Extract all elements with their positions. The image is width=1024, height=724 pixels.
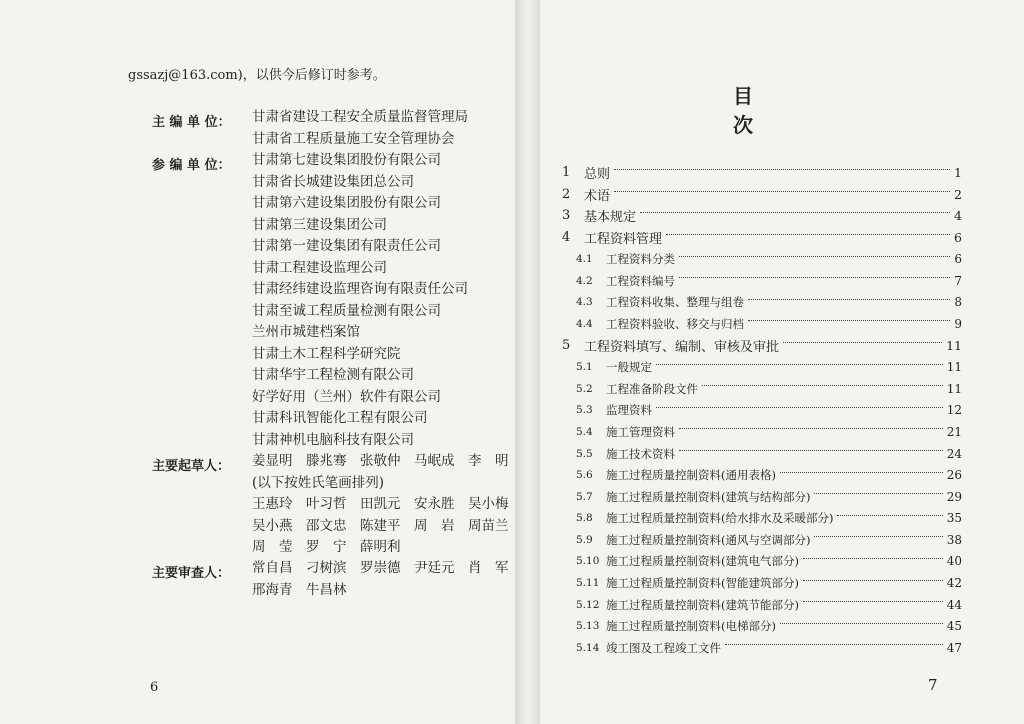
participant-item: 甘肃第六建设集团股份有限公司	[252, 195, 441, 211]
toc-entry-page: 40	[946, 554, 962, 569]
toc-entry-label: 总则	[584, 167, 611, 183]
toc-entry-label: 监理资料	[606, 403, 652, 418]
toc-entry	[562, 508, 962, 530]
toc-entry-page: 42	[946, 576, 962, 591]
toc-entry-label: 工程资料编号	[606, 273, 675, 288]
toc-entry-page: 11	[946, 338, 962, 354]
toc-entry-number: 4.1	[576, 253, 593, 266]
toc-entry-page: 11	[946, 381, 962, 396]
toc-leader-dots	[614, 191, 950, 192]
reviewers-role: 主要审查人：	[152, 566, 231, 581]
toc-entry	[562, 378, 962, 400]
toc-leader-dots	[783, 342, 942, 343]
page-number-left: 6	[150, 680, 159, 695]
toc-entry	[562, 615, 962, 637]
toc-entry	[562, 162, 962, 184]
toc-leader-dots	[679, 428, 943, 429]
participant-item: 甘肃省长城建设集团总公司	[252, 173, 414, 190]
toc-leader-dots	[780, 472, 943, 473]
toc-entry	[562, 594, 962, 616]
participant-item: 甘肃第七建设集团股份有限公司	[252, 152, 441, 168]
reviewers-line: 常自昌 刁树滨 罗崇德 尹廷元 肖 军	[252, 560, 509, 576]
toc-entry-label: 施工过程质量控制资料(给水排水及采暖部分)	[606, 511, 834, 526]
toc-list	[562, 162, 962, 659]
toc-leader-dots	[748, 299, 950, 300]
toc-leader-dots	[614, 169, 950, 170]
toc-leader-dots	[803, 558, 943, 559]
toc-entry-page: 8	[954, 295, 962, 310]
toc-entry-page: 12	[946, 403, 962, 418]
toc-entry-page: 11	[946, 360, 962, 375]
participant-item: 甘肃神机电脑科技有限公司	[252, 431, 414, 448]
chief-editor-role: 主 编 单 位：	[152, 115, 231, 130]
toc-entry-label: 施工过程质量控制资料(通用表格)	[606, 468, 776, 483]
toc-entry-page: 26	[946, 468, 962, 483]
toc-entry-page: 2	[954, 186, 962, 202]
toc-leader-dots	[679, 277, 950, 278]
reviewers-line: 邢海青 牛昌林	[252, 581, 347, 598]
toc-entry	[562, 205, 962, 227]
chief-editor-list	[252, 107, 468, 150]
participant-item: 兰州市城建档案馆	[252, 324, 360, 340]
toc-entry-number: 1	[562, 165, 571, 181]
drafters-list	[252, 451, 509, 559]
toc-entry-number: 5.10	[576, 555, 600, 568]
toc-entry-number: 5.3	[576, 404, 593, 417]
reviewers-list	[252, 558, 509, 601]
toc-entry-number: 5.2	[576, 382, 593, 395]
toc-leader-dots	[666, 234, 950, 235]
toc-entry-label: 施工过程质量控制资料(电梯部分)	[606, 619, 776, 634]
page-number-right: 7	[928, 676, 938, 694]
toc-entry	[562, 248, 962, 270]
toc-entry	[562, 421, 962, 443]
toc-leader-dots	[803, 580, 943, 581]
toc-entry	[562, 486, 962, 508]
toc-entry-page: 45	[946, 619, 962, 634]
toc-leader-dots	[702, 385, 943, 386]
toc-leader-dots	[640, 212, 950, 213]
toc-entry-label: 工程资料分类	[606, 252, 675, 267]
toc-entry-page: 1	[954, 165, 962, 181]
drafters-line: 吴小燕 邵文忠 陈建平 周 岩 周苗兰	[252, 517, 509, 534]
toc-entry-number: 5.11	[576, 577, 600, 590]
toc-entry-label: 工程准备阶段文件	[606, 381, 698, 396]
drafters-role: 主要起草人：	[152, 459, 231, 474]
toc-entry-number: 4.3	[576, 296, 593, 309]
toc-entry-number: 5.7	[576, 490, 593, 503]
toc-entry-label: 工程资料验收、移交与归档	[606, 316, 744, 331]
toc-entry-page: 21	[946, 424, 962, 439]
book-gutter	[515, 0, 540, 724]
toc-entry-label: 基本规定	[584, 210, 637, 226]
toc-leader-dots	[803, 601, 943, 602]
toc-leader-dots	[679, 256, 950, 257]
toc-entry	[562, 184, 962, 206]
toc-entry-number: 4	[562, 230, 571, 246]
toc-entry-page: 6	[954, 230, 962, 246]
toc-entry-number: 5.8	[576, 512, 593, 525]
toc-entry-label: 施工技术资料	[606, 446, 675, 461]
toc-entry-page: 29	[946, 489, 962, 504]
participant-role: 参 编 单 位：	[152, 158, 231, 173]
toc-entry-page: 44	[946, 597, 962, 612]
toc-entry-number: 5.5	[576, 447, 593, 460]
toc-entry-page: 9	[954, 316, 962, 331]
participant-item: 甘肃华宇工程检测有限公司	[252, 367, 414, 383]
toc-leader-dots	[725, 644, 943, 645]
participant-item: 甘肃第一建设集团有限责任公司	[252, 238, 441, 254]
toc-title: 目 次	[733, 84, 767, 137]
toc-entry-number: 5.1	[576, 361, 593, 374]
toc-entry-page: 24	[946, 446, 962, 461]
toc-entry-number: 5	[562, 338, 571, 354]
toc-entry-number: 5.14	[576, 641, 600, 654]
drafters-line: (以下按姓氏笔画排列)	[252, 474, 385, 491]
participant-item: 甘肃土木工程科学研究院	[252, 345, 401, 362]
toc-entry-label: 施工过程质量控制资料(通风与空调部分)	[606, 532, 811, 547]
toc-entry-number: 3	[562, 208, 571, 224]
toc-entry-label: 施工过程质量控制资料(建筑电气部分)	[606, 554, 799, 569]
toc-entry	[562, 637, 962, 659]
chief-editor-item: 甘肃省工程质量施工安全管理协会	[252, 130, 455, 147]
participant-item: 甘肃工程建设监理公司	[252, 259, 387, 276]
toc-entry	[562, 270, 962, 292]
toc-entry-page: 38	[946, 532, 962, 547]
toc-entry-label: 工程资料收集、整理与组卷	[606, 295, 744, 310]
toc-leader-dots	[814, 493, 942, 494]
toc-entry	[562, 551, 962, 573]
toc-entry-page: 6	[954, 252, 962, 267]
participant-list	[252, 150, 468, 451]
toc-entry-label: 一般规定	[606, 360, 652, 375]
toc-leader-dots	[656, 407, 943, 408]
toc-leader-dots	[679, 450, 943, 451]
toc-leader-dots	[837, 515, 942, 516]
toc-entry-number: 5.9	[576, 533, 593, 546]
toc-entry-page: 4	[954, 208, 962, 224]
toc-leader-dots	[814, 536, 942, 537]
toc-entry	[562, 356, 962, 378]
toc-entry-label: 施工过程质量控制资料(建筑节能部分)	[606, 597, 799, 612]
participant-item: 甘肃至诚工程质量检测有限公司	[252, 302, 441, 319]
toc-entry	[562, 292, 962, 314]
participant-item: 甘肃经纬建设监理咨询有限责任公司	[252, 281, 468, 297]
toc-leader-dots	[780, 623, 943, 624]
toc-entry	[562, 529, 962, 551]
toc-entry-label: 施工过程质量控制资料(建筑与结构部分)	[606, 489, 811, 504]
toc-entry	[562, 572, 962, 594]
toc-entry-label: 施工过程质量控制资料(智能建筑部分)	[606, 576, 799, 591]
toc-entry-page: 35	[946, 511, 962, 526]
toc-entry	[562, 443, 962, 465]
toc-entry-number: 5.13	[576, 620, 600, 633]
toc-entry	[562, 335, 962, 357]
toc-leader-dots	[656, 364, 943, 365]
toc-entry	[562, 227, 962, 249]
toc-entry-label: 竣工图及工程竣工文件	[606, 640, 721, 655]
participant-item: 甘肃科讯智能化工程有限公司	[252, 410, 428, 426]
toc-entry	[562, 400, 962, 422]
toc-entry-number: 2	[562, 186, 571, 202]
drafters-line: 周 莹 罗 宁 薛明利	[252, 539, 401, 555]
toc-entry-number: 5.4	[576, 425, 593, 438]
toc-entry-page: 47	[946, 640, 962, 655]
toc-entry	[562, 313, 962, 335]
toc-entry-label: 工程资料管理	[584, 232, 663, 248]
toc-entry-number: 5.6	[576, 469, 593, 482]
drafters-line: 王惠玲 叶习哲 田凯元 安永胜 吴小梅	[252, 496, 509, 512]
toc-entry-label: 术语	[584, 188, 611, 204]
toc-entry-number: 4.2	[576, 274, 593, 287]
toc-entry-number: 5.12	[576, 598, 600, 611]
toc-entry-page: 7	[954, 273, 962, 288]
toc-entry	[562, 464, 962, 486]
participant-item: 甘肃第三建设集团公司	[252, 216, 387, 233]
toc-entry-number: 4.4	[576, 317, 593, 330]
toc-entry-label: 工程资料填写、编制、审核及审批	[584, 340, 780, 356]
drafters-line: 姜显明 滕兆骞 张敬仲 马岷成 李 明	[252, 453, 509, 469]
email-line: gssazj@163.com)，以供今后修订时参考。	[128, 68, 386, 83]
participant-item: 好学好用（兰州）软件有限公司	[252, 388, 441, 405]
toc-leader-dots	[748, 320, 950, 321]
toc-entry-label: 施工管理资料	[606, 424, 675, 439]
chief-editor-item: 甘肃省建设工程安全质量监督管理局	[252, 109, 468, 125]
